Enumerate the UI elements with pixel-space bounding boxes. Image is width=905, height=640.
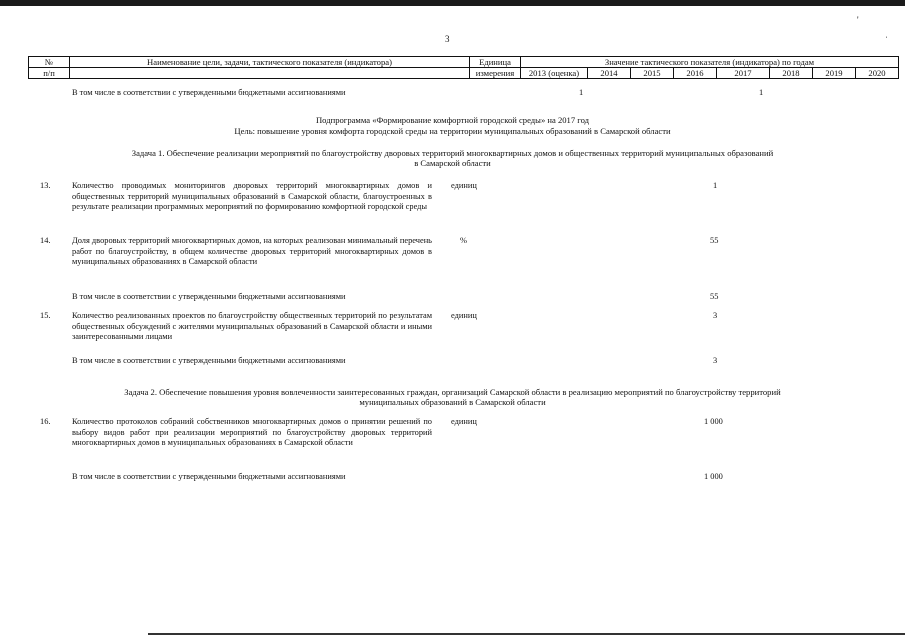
col-name-header: Наименование цели, задачи, тактического показателя (индикатора)	[70, 57, 470, 68]
year-header: 2015	[631, 68, 674, 79]
row-unit: %	[460, 236, 467, 245]
budget-row-text: В том числе в соответствии с утвержденными бюджетными ассигнованиями	[72, 356, 346, 365]
row-value-2017: 1 000	[704, 472, 723, 481]
row-unit: единиц	[451, 417, 477, 426]
row-number: 15.	[40, 311, 51, 320]
budget-row-text: В том числе в соответствии с утвержденными бюджетными ассигнованиями	[72, 88, 346, 97]
col-name-header-2	[70, 68, 470, 79]
header-table	[28, 56, 899, 79]
page-number: 3	[445, 34, 450, 44]
year-header: 2017	[717, 68, 770, 79]
row-value-2017: 3	[713, 356, 718, 365]
goal-text: Цель: повышение уровня комфорта городской среды на территории муниципальных образований в Самарской области	[234, 126, 671, 136]
row-value-2017: 55	[710, 292, 719, 301]
col-values-header: Значение тактического показателя (индикатора) по годам	[521, 57, 899, 68]
row-value-2017: 1	[713, 181, 718, 190]
task2-title-cont: муниципальных образований в Самарской области	[359, 397, 546, 407]
year-header: 2014	[588, 68, 631, 79]
scan-mark: '	[857, 15, 859, 25]
row-text: Доля дворовых территорий многоквартирных домов, на которых реализован минимальный перечень работ по благоустройству, в общем количестве дворовых территорий многоквартирных домов в муниципальных образованиях в Самарской области	[72, 236, 432, 267]
scan-bottom-border	[148, 633, 905, 635]
row-value-2017: 55	[710, 236, 719, 245]
col-unit-header-2: измерения	[470, 68, 521, 79]
row-number: 13.	[40, 181, 51, 190]
scan-top-border	[0, 0, 905, 6]
row-text: Количество проводимых мониторингов дворовых территорий многоквартирных домов и общественных территорий муниципальных образований в Самарской области, благоустроенных в результате реализации программных мероприятий по формированию комфортной городской среды	[72, 181, 432, 212]
value-2018: 1	[759, 88, 764, 97]
row-text: Количество протоколов собраний собственников многоквартирных домов о принятии решений по выбору видов работ при реализации мероприятий по благоустройству дворовых территорий многоквартирных домов в муниципальных образованиях в Самарской области	[72, 417, 432, 448]
task2-title: Задача 2. Обеспечение повышения уровня вовлеченности заинтересованных граждан, организаций Самарской области в реализацию мероприятий по благоустройству территорий	[124, 387, 781, 397]
task1-title-cont: в Самарской области	[414, 158, 491, 168]
year-header: 2018	[770, 68, 813, 79]
row-value-2017: 1 000	[704, 417, 723, 426]
col-num-header: №	[29, 57, 70, 68]
year-header: 2016	[674, 68, 717, 79]
budget-row-text: В том числе в соответствии с утвержденными бюджетными ассигнованиями	[72, 292, 346, 301]
row-unit: единиц	[451, 311, 477, 320]
value-2014: 1	[579, 88, 584, 97]
year-header: 2020	[856, 68, 899, 79]
task1-title: Задача 1. Обеспечение реализации мероприятий по благоустройству дворовых территорий многоквартирных домов и общественных территорий муниципальных образований	[131, 148, 774, 158]
subprogram-title: Подпрограмма «Формирование комфортной городской среды» на 2017 год	[315, 115, 590, 125]
row-unit: единиц	[451, 181, 477, 190]
col-unit-header: Единица	[470, 57, 521, 68]
row-value-2017: 3	[713, 311, 718, 320]
budget-row-text: В том числе в соответствии с утвержденными бюджетными ассигнованиями	[72, 472, 346, 481]
row-number: 14.	[40, 236, 51, 245]
col-num-header-2: п/п	[29, 68, 70, 79]
year-header: 2013 (оценка)	[521, 68, 588, 79]
year-header: 2019	[813, 68, 856, 79]
row-number: 16.	[40, 417, 51, 426]
scan-mark: ˈ	[885, 35, 888, 45]
row-text: Количество реализованных проектов по благоустройству общественных территорий по результатам общественных обсуждений с жителями муниципальных образований в Самарской области и иными заинтересованными лицами	[72, 311, 432, 342]
